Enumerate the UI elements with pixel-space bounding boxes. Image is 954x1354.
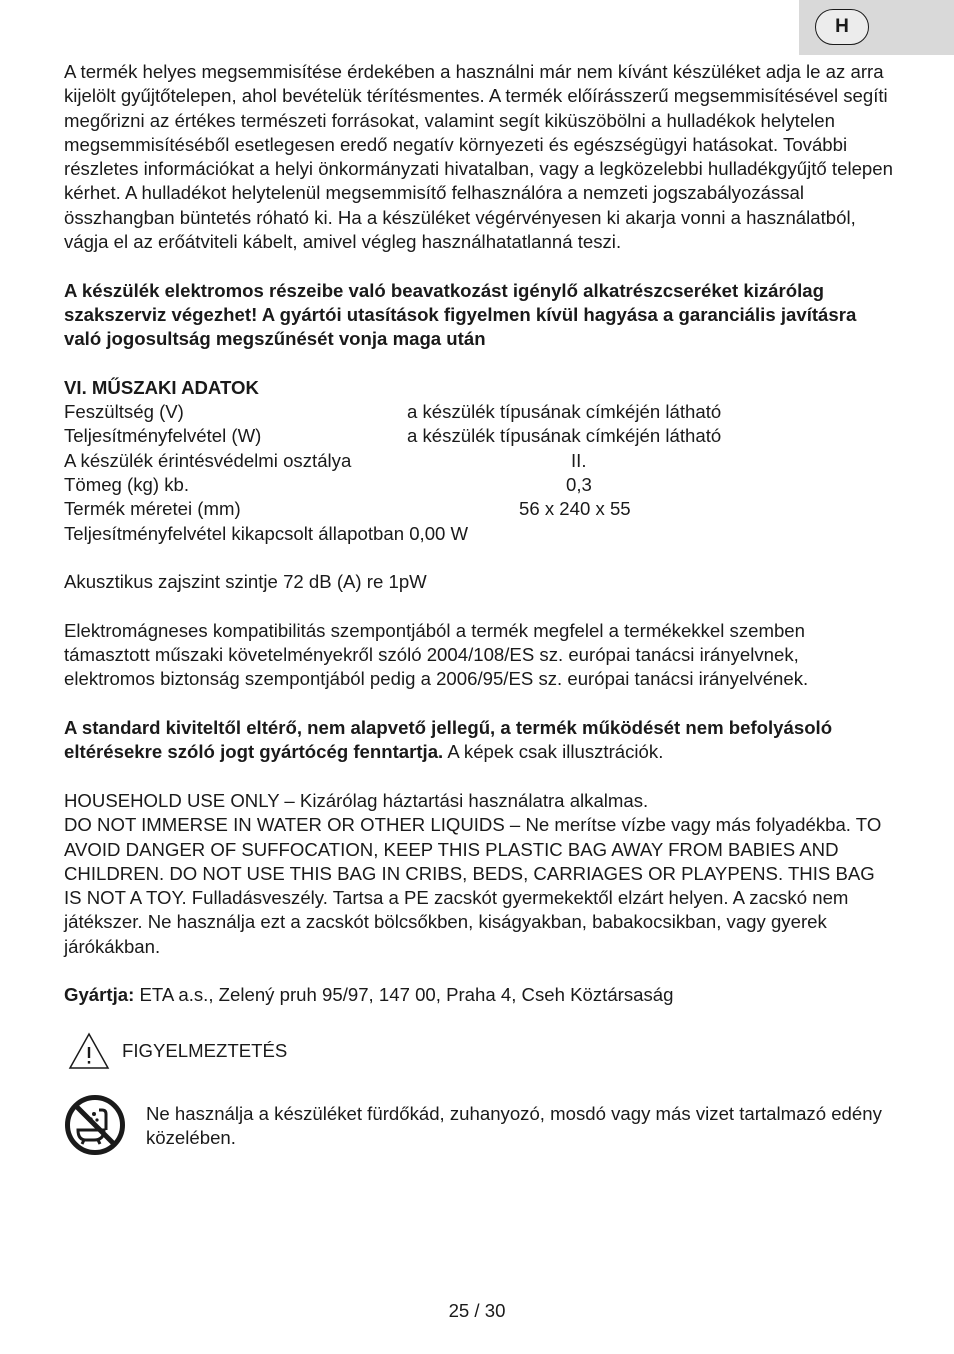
language-tab — [799, 0, 954, 55]
safety-paragraph — [64, 789, 894, 959]
no-bathtub-icon — [64, 1094, 126, 1156]
spec-label: A készülék érintésvédelmi osztálya — [64, 449, 352, 471]
language-badge: H — [815, 9, 869, 45]
spec-label: Termék méretei (mm) — [64, 498, 241, 520]
warning-row — [64, 1032, 894, 1070]
spec-value: a készülék típusának címkéjén látható — [407, 401, 722, 423]
spec-row — [64, 424, 894, 448]
manufacturer-text: ETA a.s., Zelený pruh 95/97, 147 00, Praha 4, Cseh Köztársaság — [134, 984, 674, 1006]
page-number: 25 / 30 — [448, 1300, 506, 1321]
immerse-text: DO NOT IMMERSE IN WATER OR OTHER LIQUIDS – Ne merítse vízbe vagy más folyadékba. TO AVOID DANGER OF SUFFOCATION, KEEP THIS PLASTIC BAG AWAY FROM BABIES AND CHILDREN. DO NOT USE THIS BAG IN CRIBS, BEDS, CARRIAGES OR PLAYPENS. THIS BAG IS NOT A TOY. Fulladásveszély. Tartsa a PE zacskót gyermekektől elzárt helyen. A zacskó nem játékszer. Ne használja ezt a zacskót bölcsőkben, kiságyakban, babakocsikban, vagy gyerek járókákban. — [64, 814, 882, 957]
spec-value: 0,3 — [566, 474, 592, 496]
disposal-paragraph: A termék helyes megsemmisítése érdekében a használni már nem kívánt készüléket adja le az arra kijelölt gyűjtőtelepen, ahol bevételük térítésmentes. A termék előírásszerű megsemmisítésével segíti megőrizni az értékes természeti forrásokat, valamint segít kiküszöbölni a hulladékok helytelen megsemmisítéséből esetlegesen eredő negatív környezeti és egészségügyi hatásokat. További részletes információkat a helyi önkormányzati hivatalban, vagy a legközelebbi hulladékgyűjtő telepen kérhet. A hulladékot helytelenül megsemmisítő felhasználóra a nemzeti jogszabályozással összhangban büntetés róható ki. Ha a készüléket végérvényesen ki akarja vonni a használatból, vágja el az erőátviteli kábelt, amivel végleg használhatatlanná teszi. — [64, 61, 893, 253]
emc-paragraph: Elektromágneses kompatibilitás szempontjából a termék megfelel a termékekkel szemben támasztott műszaki követelményekről szóló 2004/108/ES sz. európai tanácsi irányelvnek, elektromos biztonság szempontjából pedig a 2006/95/ES sz. európai tanácsi irányelvének. — [64, 619, 809, 690]
page-content — [64, 60, 894, 1156]
manufacturer-label: Gyártja: — [64, 984, 135, 1006]
warning-label: FIGYELMEZTETÉS — [122, 1039, 288, 1061]
manufacturer-line — [64, 983, 894, 1007]
spec-label: Feszültség (V) — [64, 401, 184, 423]
service-warning-paragraph: A készülék elektromos részeibe való beavatkozást igénylő alkatrészcseréket kizárólag szakszerviz végezhet! A gyártói utasítások figyelmen kívül hagyása a garanciális javításra való jogosultság megszűnését vonja maga után — [64, 279, 857, 350]
spec-row — [64, 497, 894, 521]
spec-value: 56 x 240 x 55 — [519, 498, 631, 520]
spec-value: II. — [571, 449, 587, 471]
spec-row — [64, 449, 894, 473]
spec-label: Teljesítményfelvétel (W) — [64, 425, 262, 447]
household-line: HOUSEHOLD USE ONLY – Kizárólag háztartási használatra alkalmas. — [64, 789, 649, 811]
spec-label: Tömeg (kg) kb. — [64, 474, 190, 496]
bathtub-warning-text: Ne használja a készüléket fürdőkád, zuhanyozó, mosdó vagy más vizet tartalmazó edény közelében. — [146, 1102, 882, 1149]
technical-data-heading: VI. MŰSZAKI ADATOK — [64, 376, 259, 398]
bathtub-warning-row — [64, 1096, 894, 1156]
standby-power: Teljesítményfelvétel kikapcsolt állapotban 0,00 W — [64, 522, 469, 544]
rights-bold: A standard kiviteltől eltérő, nem alapvető jellegű, a termék működését nem befolyásoló eltérésekre szóló jogt gyártócég fenntartja. — [64, 717, 833, 763]
technical-data-section — [64, 376, 894, 546]
rights-normal: A képek csak illusztrációk. — [443, 741, 664, 763]
noise-level: Akusztikus zajszint szintje 72 dB (A) re 1pW — [64, 571, 427, 593]
spec-value: a készülék típusának címkéjén látható — [407, 425, 722, 447]
spec-row — [64, 400, 894, 424]
rights-paragraph — [64, 716, 894, 765]
warning-triangle-icon — [68, 1032, 110, 1070]
spec-row — [64, 473, 894, 497]
